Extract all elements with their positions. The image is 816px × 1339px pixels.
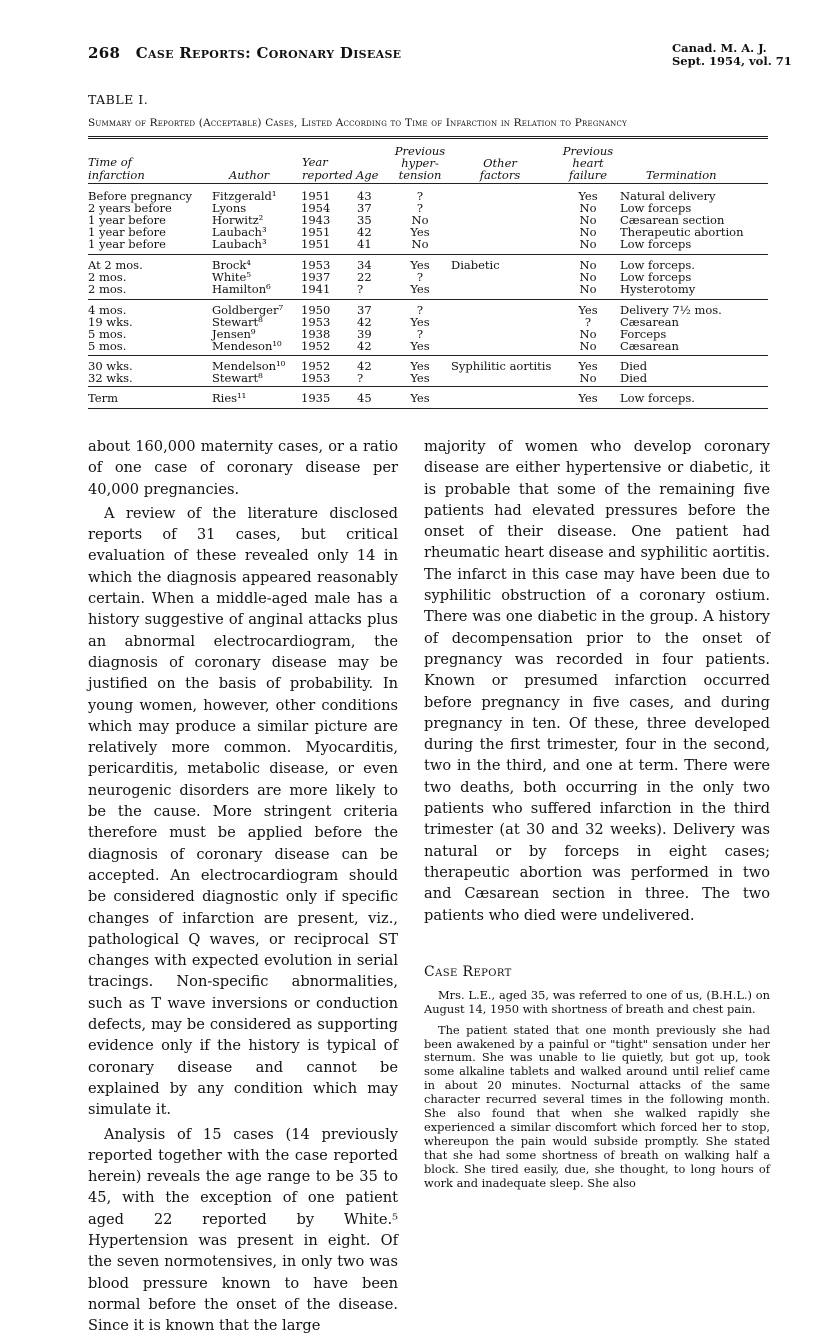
group-rule-3 [88,355,768,356]
cell-age: ? [357,282,364,296]
cell-year: 1938 [301,327,331,341]
cell-age: 37 [357,201,372,215]
cell-hypertension: Yes [410,258,430,272]
journal-issue: Sept. 1954, vol. 71 [672,54,792,68]
paragraph: A review of the literature disclosed reports of 31 cases, but critical evaluation of these revealed only 14 in which the diagnosis appeared reasonably certain. When a middle-aged male has a history suggestive of anginal attacks plus an abnormal electrocardiogram, the diagnosis of coronary disease may be justified on the basis of probability. In young women, however, other conditions which may produce a similar picture are relatively more common. Myocarditis, pericarditis, metabolic disease, or even neurogenic disorders are more likely to be the cause. More stringent criteria therefore must be applied before the diagnosis of coronary disease can be accepted. An electrocardiogram should be considered diagnostic only if specific changes of infarction are present, viz., pathological Q waves, or reciprocal ST changes with expected evolution in serial tracings. Non-specific abnormalities, such as T wave inversions or conduction defects, may be considered as supporting evidence only if the history is typical of coronary disease and cannot be explained by any condition which may simulate it. [88,504,398,1119]
cell-hypertension: ? [416,270,424,284]
cell-heart-failure: No [579,270,597,284]
cell-author: Ries¹¹ [212,391,247,405]
header-hyp-3: tension [398,168,442,182]
cell-other-factors: Syphilitic aortitis [451,359,552,373]
cell-termination: Cæsarean [620,339,679,353]
cell-age: ? [357,371,364,385]
cell-hypertension: No [411,237,429,251]
cell-hypertension: Yes [410,315,430,329]
cell-time: 5 mos. [88,339,127,353]
cell-author: White⁵ [212,270,251,284]
cell-age: 42 [357,339,372,353]
table-bottom-rule [88,408,768,409]
cell-heart-failure: Yes [578,303,598,317]
group-rule-1 [88,254,768,255]
cell-author: Laubach³ [212,225,267,239]
cell-author: Stewart⁸ [212,315,263,329]
cell-termination: Low forceps. [620,258,695,272]
header-age: Age [356,168,379,182]
cell-hypertension: ? [416,303,424,317]
cell-year: 1950 [301,303,331,317]
cell-time: 32 wks. [88,371,133,385]
cell-author: Laubach³ [212,237,267,251]
cell-hypertension: Yes [410,391,430,405]
cell-termination: Forceps [620,327,667,341]
header-other-2: factors [479,168,521,182]
cell-hypertension: No [411,213,429,227]
cell-time: At 2 mos. [88,258,143,272]
table-top-rule-double [88,138,768,139]
cell-age: 42 [357,225,372,239]
cell-year: 1953 [301,371,331,385]
cell-heart-failure: ? [584,315,592,329]
group-rule-4 [88,386,768,387]
cell-termination: Therapeutic abortion [620,225,744,239]
cell-termination: Delivery 7½ mos. [620,303,722,317]
cell-age: 35 [357,213,372,227]
group-rule-2 [88,299,768,300]
cell-hypertension: Yes [410,225,430,239]
header-termination: Termination [646,168,717,182]
cell-termination: Died [620,359,648,373]
header-hf-3: failure [568,168,608,182]
header-hf-2: heart [572,156,604,170]
cell-time: 30 wks. [88,359,133,373]
running-header [88,44,401,62]
cell-age: 43 [357,189,372,203]
header-year-2: reported [302,168,353,182]
cell-time: 1 year before [88,237,166,251]
cell-age: 45 [357,391,372,405]
cell-author: Mendeson¹⁰ [212,339,282,353]
cell-time: 19 wks. [88,315,133,329]
page-number: 268 [88,44,121,62]
cell-year: 1953 [301,258,331,272]
cell-termination: Cæsarean section [620,213,725,227]
header-time-2: infarction [88,168,145,182]
header-year-1: Year [302,155,328,169]
cell-hypertension: Yes [410,371,430,385]
cell-hypertension: Yes [410,339,430,353]
paragraph: Analysis of 15 cases (14 previously reported together with the case reported herein) reveals the age range to be 35 to 45, with the exception of one patient aged 22 reported by White.⁵ Hypertension was present in eight. Of the seven normotensives, in only two was blood pressure known to have been normal before the onset of the disease. Since it is known that the large [88,1125,398,1335]
cell-author: Stewart⁸ [212,371,263,385]
cell-time: 2 mos. [88,270,127,284]
cell-heart-failure: No [579,371,597,385]
cell-time: 1 year before [88,213,166,227]
cell-author: Mendelson¹⁰ [212,359,286,373]
right-column [424,436,770,1198]
cell-time: Term [88,391,118,405]
cell-hypertension: ? [416,189,424,203]
case-paragraph: The patient stated that one month previously she had been awakened by a painful or "tight" sensation under her sternum. She was unable to lie quietly, but got up, took some alkaline tablets and walked around until relief came in about 20 minutes. Nocturnal attacks of the same character recurred several times in the following month. She also found that when she walked rapidly she experienced a similar discomfort which forced her to stop, whereupon the pain would subside promptly. She stated that she had some shortness of breath on walking half a block. She tired easily, due, she thought, to long hours of work and inadequate sleep. She also [424,1022,770,1190]
cell-termination: Hysterotomy [620,282,696,296]
header-other-1: Other [483,156,517,170]
cell-time: 2 mos. [88,282,127,296]
left-column [88,436,398,1339]
cell-age: 42 [357,359,372,373]
cell-author: Lyons [212,201,247,215]
cell-time: 5 mos. [88,327,127,341]
header-hf-1: Previous [562,144,614,158]
cell-termination: Low forceps [620,237,692,251]
cell-author: Hamilton⁶ [212,282,271,296]
table-header-rule [88,183,768,184]
cell-year: 1951 [301,189,331,203]
cell-year: 1952 [301,359,331,373]
cell-year: 1935 [301,391,331,405]
cell-heart-failure: Yes [578,189,598,203]
cell-age: 39 [357,327,372,341]
running-title: Case Reports: Coronary Disease [135,44,402,62]
cell-termination: Natural delivery [620,189,716,203]
cell-termination: Low forceps [620,270,692,284]
cell-age: 42 [357,315,372,329]
cell-hypertension: Yes [410,282,430,296]
cell-time: 2 years before [88,201,172,215]
case-paragraph: Mrs. L.E., aged 35, was referred to one of us, (B.H.L.) on August 14, 1950 with shortness of breath and chest pain. [424,987,770,1016]
paragraph: about 160,000 maternity cases, or a ratio of one case of coronary disease per 40,000 pregnancies. [88,438,398,498]
cell-age: 22 [357,270,372,284]
cell-author: Jensen⁹ [212,327,256,341]
cell-heart-failure: No [579,282,597,296]
table-caption: Summary of Reported (Acceptable) Cases, Listed According to Time of Infarction in Relation to Pregnancy [88,117,627,129]
table-label: TABLE I. [88,92,149,107]
header-hyp-1: Previous [394,144,446,158]
section-title: Case Report [424,963,512,980]
cell-hypertension: Yes [410,359,430,373]
cell-author: Horwitz² [212,213,264,227]
cell-heart-failure: No [579,258,597,272]
journal-citation [672,42,792,68]
cell-age: 41 [357,237,372,251]
cell-heart-failure: No [579,237,597,251]
journal-name: Canad. M. A. J. [672,41,767,55]
cell-hypertension: ? [416,201,424,215]
cell-termination: Died [620,371,648,385]
cell-year: 1941 [301,282,331,296]
header-author: Author [229,168,270,182]
header-time-1: Time of [88,155,132,169]
cell-termination: Low forceps [620,201,692,215]
cell-termination: Cæsarean [620,315,679,329]
cell-author: Brock⁴ [212,258,251,272]
paragraph: majority of women who develop coronary disease are either hypertensive or diabetic, it is probable that some of the remaining five patients had elevated pressures before the onset of their disease. One patient had rheumatic heart disease and syphilitic aortitis. The infarct in this case may have been due to syphilitic obstruction of a coronary ostium. There was one diabetic in the group. A history of decompensation prior to the onset of pregnancy was recorded in four patients. Known or presumed infarction occurred before pregnancy in five cases, and during pregnancy in ten. Of these, three developed during the first trimester, four in the second, two in the third, and one at term. There were two deaths, both occurring in the only two patients who suffered infarction in the third trimester (at 30 and 32 weeks). Delivery was natural or by forceps in eight cases; therapeutic abortion was performed in two and Cæsarean section in three. The two patients who died were undelivered. [424,438,770,924]
cell-hypertension: ? [416,327,424,341]
header-hyp-2: hyper- [401,156,439,170]
cell-year: 1937 [301,270,331,284]
cell-author: Fitzgerald¹ [212,189,277,203]
cell-year: 1951 [301,237,331,251]
cell-other-factors: Diabetic [451,258,500,272]
cell-time: 4 mos. [88,303,127,317]
cell-age: 34 [357,258,372,272]
cell-heart-failure: Yes [578,359,598,373]
cell-time: 1 year before [88,225,166,239]
cell-heart-failure: No [579,339,597,353]
cell-heart-failure: No [579,225,597,239]
cell-termination: Low forceps. [620,391,695,405]
cell-year: 1951 [301,225,331,239]
cell-year: 1952 [301,339,331,353]
cell-age: 37 [357,303,372,317]
cell-year: 1953 [301,315,331,329]
cell-heart-failure: No [579,327,597,341]
cell-heart-failure: No [579,213,597,227]
table-top-rule [88,136,768,137]
cell-year: 1954 [301,201,331,215]
cell-heart-failure: No [579,201,597,215]
cell-author: Goldberger⁷ [212,303,284,317]
cell-heart-failure: Yes [578,391,598,405]
cell-year: 1943 [301,213,331,227]
cell-time: Before pregnancy [88,189,193,203]
